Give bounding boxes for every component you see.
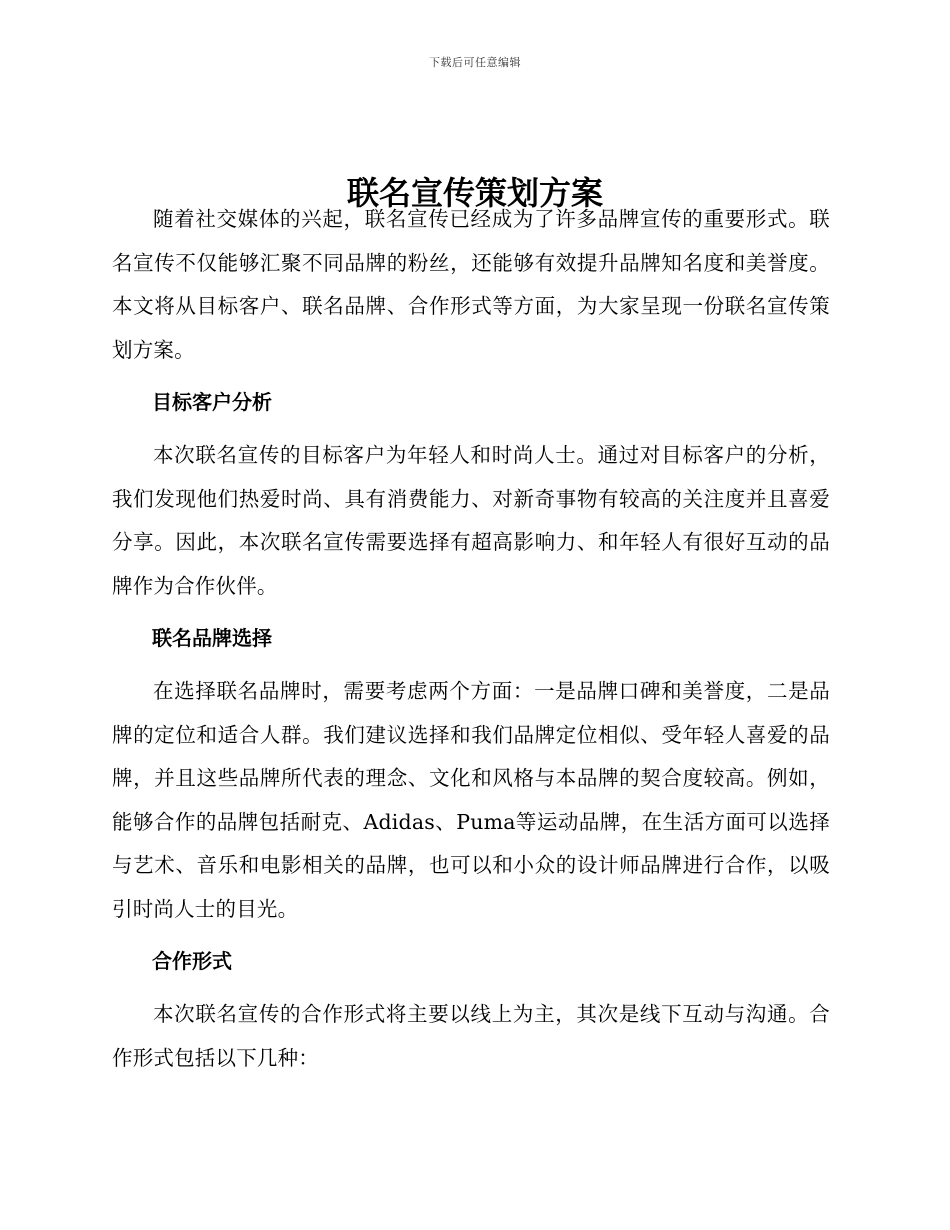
section-heading-brand-selection: 联名品牌选择 xyxy=(152,626,272,650)
document-body xyxy=(112,198,830,1080)
intro-paragraph: 随着社交媒体的兴起，联名宣传已经成为了许多品牌宣传的重要形式。联名宣传不仅能够汇聚不同品牌的粉丝，还能够有效提升品牌知名度和美誉度。本文将从目标客户、联名品牌、合作形式等方面，为大家呈现一份联名宣传策划方案。 xyxy=(112,207,830,362)
document-title: 联名宣传策划方案 xyxy=(346,174,603,213)
section-heading-target-customers: 目标客户分析 xyxy=(152,390,272,414)
section-body-brand-selection: 在选择联名品牌时，需要考虑两个方面：一是品牌口碑和美誉度，二是品牌的定位和适合人群。我们建议选择和我们品牌定位相似、受年轻人喜爱的品牌，并且这些品牌所代表的理念、文化和风格与本品牌的契合度较高。例如，能够合作的品牌包括耐克、Adidas、Puma等运动品牌，在生活方面可以选择与艺术、音乐和电影相关的品牌，也可以和小众的设计师品牌进行合作，以吸引时尚人士的目光。 xyxy=(112,679,830,921)
section-heading-cooperation-form: 合作形式 xyxy=(152,949,232,973)
section-body-target-customers: 本次联名宣传的目标客户为年轻人和时尚人士。通过对目标客户的分析，我们发现他们热爱时尚、具有消费能力、对新奇事物有较高的关注度并且喜爱分享。因此，本次联名宣传需要选择有超高影响力、和年轻人有很好互动的品牌作为合作伙伴。 xyxy=(112,443,830,598)
header-note: 下载后可任意编辑 xyxy=(429,56,521,69)
section-body-cooperation-form: 本次联名宣传的合作形式将主要以线上为主，其次是线下互动与沟通。合作形式包括以下几种： xyxy=(112,1002,830,1070)
